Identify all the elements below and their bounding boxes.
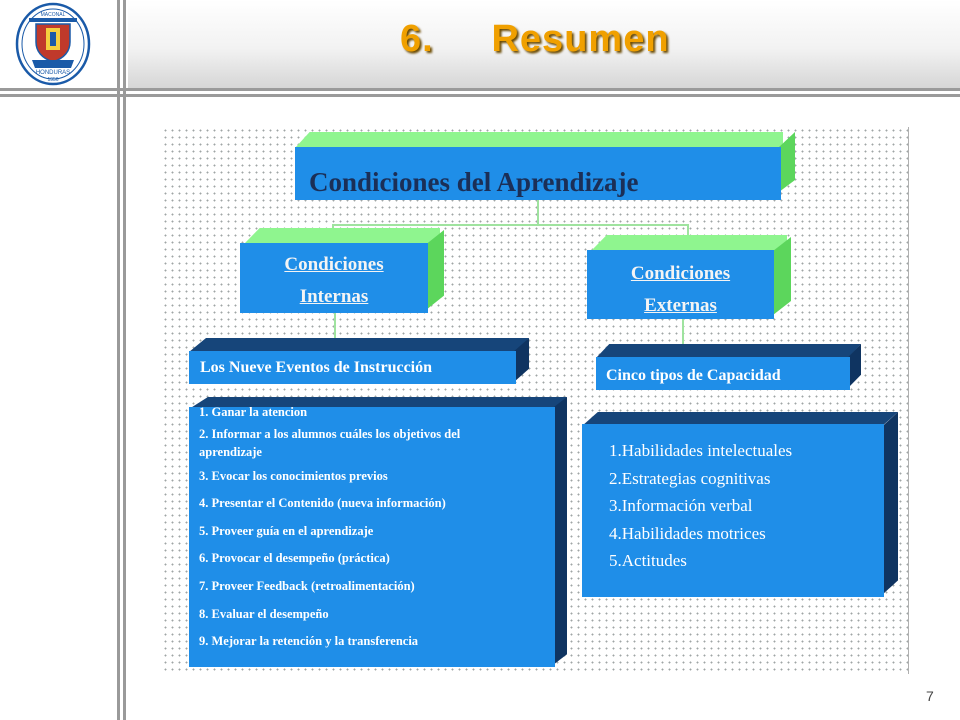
events-header: Los Nueve Eventos de Instrucción <box>200 359 433 376</box>
capacities-list-box <box>582 412 898 597</box>
frame-line <box>117 0 120 720</box>
events-list-box <box>189 397 567 667</box>
list-item: 5. Proveer guía en el aprendizaje <box>199 523 374 538</box>
list-item: 8. Evaluar el desempeño <box>199 606 329 621</box>
list-item: 4. Presentar el Contenido (nueva información) <box>199 496 446 511</box>
list-item: 5.Actitudes <box>609 551 687 570</box>
root-title: Condiciones del Aprendizaje <box>309 167 639 197</box>
list-item: 3. Evocar los conocimientos previos <box>199 468 388 483</box>
list-item: 9. Mejorar la retención y la transferencia <box>199 634 419 649</box>
internal-line1: Condiciones <box>284 254 384 275</box>
page-number: 7 <box>926 688 934 704</box>
connector-line <box>682 319 684 345</box>
internal-conditions-box <box>240 228 445 313</box>
list-item: 3.Información verbal <box>609 496 753 515</box>
connector-line <box>537 199 539 225</box>
events-list <box>199 405 555 656</box>
frame-line <box>123 0 126 720</box>
logo-country: HONDURAS <box>35 70 71 76</box>
list-item: 2.Estrategias cognitivas <box>609 468 771 488</box>
list-item: 2. Informar a los alumnos cuáles los objetivos del <box>199 427 461 441</box>
external-line2: Externas <box>644 295 717 316</box>
capacities-list <box>609 437 884 575</box>
capacities-header-box <box>596 344 861 390</box>
connector-line <box>332 224 687 226</box>
logo-year: 1956 <box>47 77 59 83</box>
institution-logo <box>14 2 92 86</box>
root-box <box>295 132 795 200</box>
frame-line <box>0 94 960 97</box>
frame-line <box>0 88 960 91</box>
events-header-box <box>189 338 529 384</box>
external-conditions-box <box>587 235 792 319</box>
list-item: aprendizaje <box>199 444 262 459</box>
list-item: 7. Proveer Feedback (retroalimentación) <box>199 578 415 593</box>
concept-diagram <box>162 127 909 674</box>
slide-title: 6. Resumen <box>400 18 670 60</box>
logo-top-text: MACONAL <box>40 12 66 18</box>
capacities-header: Cinco tipos de Capacidad <box>606 367 781 384</box>
internal-line2: Internas <box>299 286 369 307</box>
list-item: 4.Habilidades motrices <box>609 523 766 543</box>
list-item: 1.Habilidades intelectuales <box>609 441 793 460</box>
list-item: 1. Ganar la atencion <box>199 405 308 419</box>
list-item: 6. Provocar el desempeño (práctica) <box>199 551 390 566</box>
external-line1: Condiciones <box>630 263 731 284</box>
